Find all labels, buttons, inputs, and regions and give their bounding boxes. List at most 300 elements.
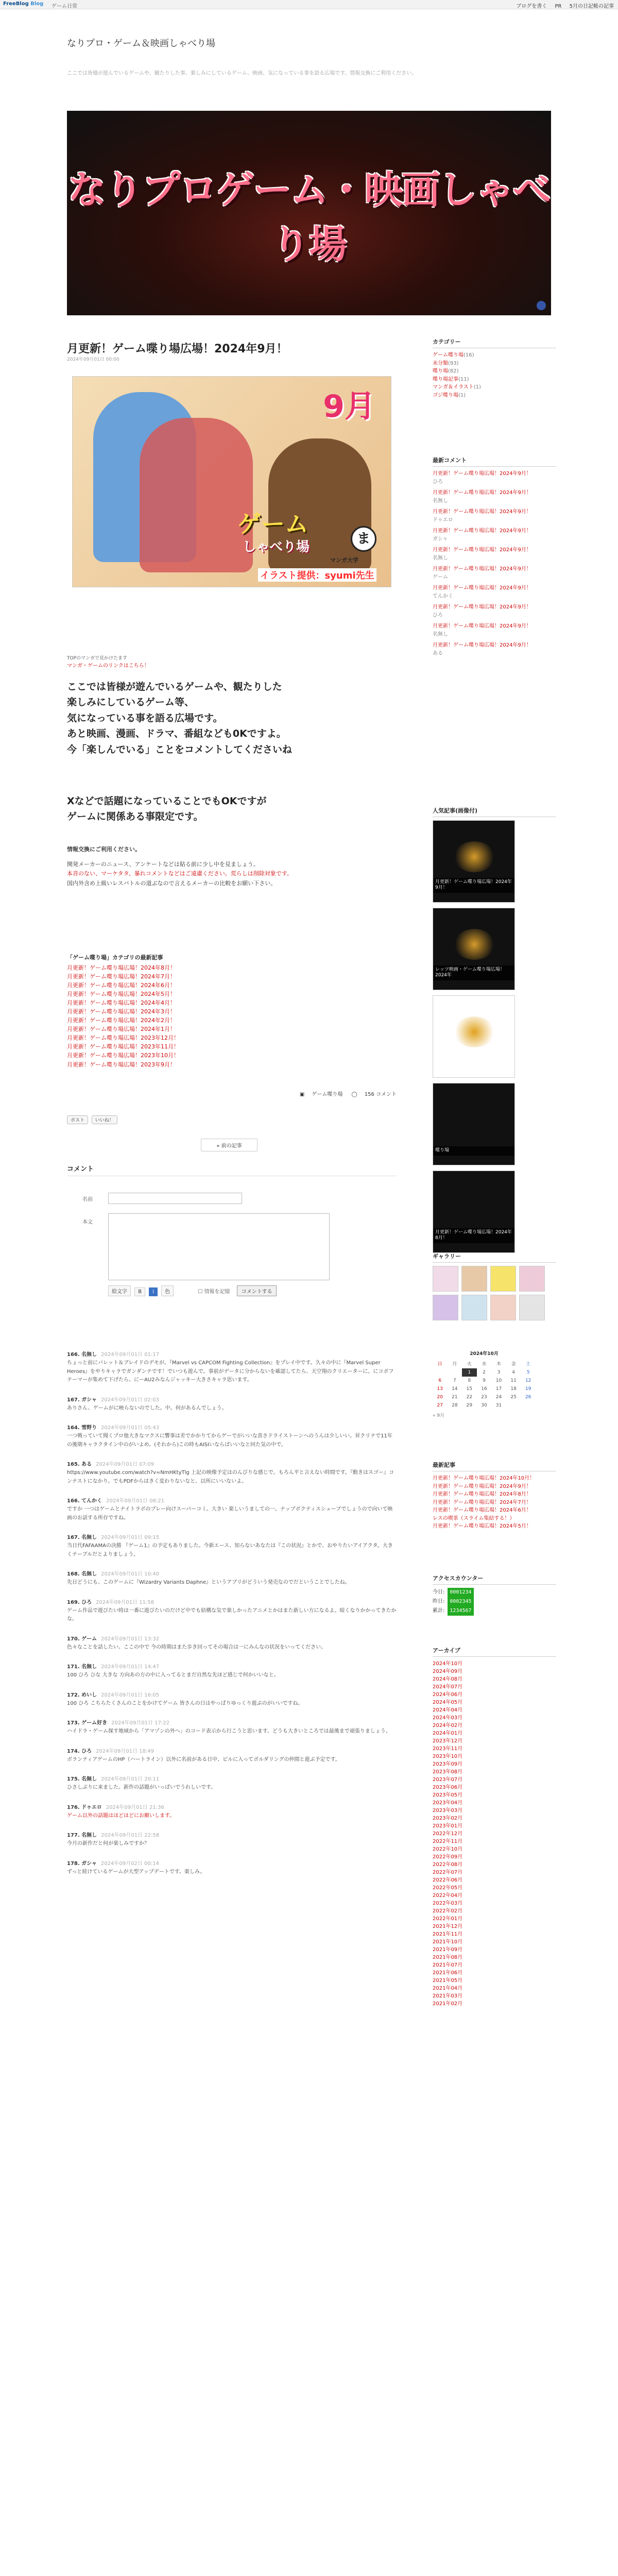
calendar-day[interactable]: 10	[495, 1378, 502, 1383]
banner-corner-icon	[537, 301, 546, 310]
sidebar-category-item[interactable]	[433, 383, 556, 392]
lead-text: ここでは皆様が遊んでいるゲームや、観たりした 楽しみにしているゲーム等、 気になっている事を語る広場です。 あと映画、漫画、ドラマ、番組なども0Kですよ。 今「楽しんでいる」ことをコメントしてくださいね	[67, 681, 293, 755]
comment-item	[67, 1634, 397, 1652]
name-input[interactable]	[108, 1193, 242, 1204]
recent-comment-item	[433, 527, 556, 543]
comment-header	[67, 1350, 397, 1358]
archive-month-link[interactable]: 2024年08月	[433, 1676, 463, 1682]
sidebar-category-item[interactable]	[433, 351, 556, 360]
sidebar-categories: カテゴリー ゲーム喋り場(16) 未分類(93) 喋り場(82) 喋り場記事(11) マンガ＆イラスト(1) ゴジ喋り場(1)	[433, 337, 556, 399]
calendar-day[interactable]: 19	[525, 1386, 531, 1392]
counter-value: 0001234	[448, 1588, 473, 1597]
archive-month-link[interactable]: 2023年04月	[433, 1800, 463, 1806]
archive-month-link[interactable]: 2021年04月	[433, 1986, 463, 1991]
comment-text: ずっと続けているゲームが大型アップデートです。楽しみ。	[67, 1869, 205, 1875]
color-button[interactable]: 色	[161, 1285, 174, 1296]
comment-date: 2024年09月01日 20:11	[101, 1776, 160, 1782]
comment-text: ありさん、ゲームがに映らないのでした。中。何があるんでしょう。	[67, 1405, 227, 1411]
comment-header	[67, 1718, 397, 1726]
archive-month-link[interactable]: 2022年06月	[433, 1877, 463, 1883]
sidebar-recent-posts: 最新記事 月更新！ゲーム喋り場広場！2024年10月！ 月更新！ゲーム喋り場広場！2024年9月！ 月更新！ゲーム喋り場広場！2024年8月！ 月更新！ゲーム喋り場広場！2024年7月！ 月更新！ゲーム喋り場広場！2024年6月！ レスの喫茶（スライム集結する！） 月更新！ゲーム喋り場広場！2024年5月！	[433, 1461, 556, 1531]
category-link[interactable]: 喋り場記事	[433, 376, 458, 382]
sidebar-category-item[interactable]	[433, 376, 556, 384]
header-banner[interactable]	[67, 111, 551, 315]
name-label: 名前	[82, 1197, 93, 1202]
archive-month-link[interactable]: 2024年02月	[433, 1723, 463, 1728]
sidebar-popular: 人気記事(画像付) 月更新！ゲーム喋り場広場！2024年9月！ レッツ映画・ゲーム喋り場広場！2024年 喋り場 月更新！ゲーム喋り場広場！2024年8月！	[433, 806, 556, 1258]
category-icon: ▣	[299, 1092, 305, 1097]
archive-month-link[interactable]: 2024年10月	[433, 1661, 463, 1667]
recent-comment-link[interactable]: 月更新！ゲーム喋り場広場！2024年9月！	[433, 490, 531, 496]
recent-comment-author: ドゥエロ	[433, 517, 453, 523]
archive-month-link[interactable]: 2022年01月	[433, 1916, 463, 1922]
archive-month-link[interactable]: 2024年03月	[433, 1715, 463, 1721]
archive-link[interactable]: 月更新！ゲーム喋り場広場！2024年5月！	[67, 991, 176, 998]
comment-header	[67, 1774, 397, 1782]
calendar-day[interactable]: 20	[437, 1395, 443, 1400]
comment-text: ハイドラ・ゲーム探す地域から「アマゾンの外へ」のコード表示から行こうと思います。どうも大きいところでは最後まで頑張りましょう。	[67, 1728, 391, 1734]
recent-comment-link[interactable]: 月更新！ゲーム喋り場広場！2024年9月！	[433, 585, 531, 591]
write-blog-link[interactable]: ブログを書く	[516, 4, 547, 9]
eyecatch-illustration	[72, 376, 391, 587]
calendar-day	[521, 1401, 536, 1410]
archive-link[interactable]: 月更新！ゲーム喋り場広場！2024年3月！	[67, 1008, 176, 1015]
archive-month-link[interactable]: 2023年05月	[433, 1792, 463, 1798]
archive-month-link[interactable]: 2021年12月	[433, 1924, 463, 1929]
archive-month-link[interactable]: 2021年03月	[433, 1993, 463, 1999]
counter-row	[433, 1606, 556, 1616]
calendar-prev-link[interactable]: « 9月	[433, 1413, 445, 1418]
comment-date: 2024年09月01日 11:58	[96, 1599, 154, 1605]
recent-comment-author: 名無し	[433, 498, 448, 504]
calendar-weekday: 土	[526, 1362, 531, 1367]
eyecatch-game: ゲーム	[237, 510, 308, 538]
archive-month-link[interactable]: 2021年10月	[433, 1939, 463, 1945]
archive-month-link[interactable]: 2021年06月	[433, 1970, 463, 1976]
comment-author[interactable]: 168. 名無し	[67, 1571, 97, 1577]
recent-comment-link[interactable]: 月更新！ゲーム喋り場広場！2024年9月！	[433, 623, 531, 629]
calendar-day[interactable]: 8	[468, 1378, 471, 1383]
popular-thumb[interactable]: 喋り場	[433, 1083, 515, 1165]
comment-author[interactable]: 177. 名無し	[67, 1833, 97, 1838]
archive-month-link[interactable]: 2024年09月	[433, 1669, 463, 1674]
comment-date: 2024年09月01日 08:21	[106, 1498, 165, 1504]
archive-link[interactable]: 月更新！ゲーム喋り場広場！2024年8月！	[67, 964, 176, 971]
comment-header	[67, 1634, 397, 1642]
calendar-day[interactable]: 18	[510, 1386, 517, 1392]
archive-month-link[interactable]: 2022年02月	[433, 1908, 463, 1914]
calendar-day[interactable]: 2	[483, 1370, 486, 1375]
manga-logo-icon: ま	[351, 526, 376, 552]
comment-toolbar	[108, 1285, 335, 1297]
counter-label: 今日:	[433, 1589, 445, 1595]
archive-link[interactable]: 月更新！ゲーム喋り場広場！2023年12月！	[67, 1035, 179, 1042]
freeblog-logo[interactable]: FreeBlog Blog	[3, 1, 44, 7]
submit-comment-button[interactable]: コメントする	[237, 1285, 277, 1296]
sidebar-counter: アクセスカウンター 今日: 0001234 昨日: 0002345 累計: 1234567	[433, 1574, 556, 1616]
gallery-thumb[interactable]	[490, 1266, 516, 1292]
archive-link[interactable]: 月更新！ゲーム喋り場広場！2023年10月！	[67, 1052, 179, 1059]
recent-comment-item	[433, 584, 556, 600]
gallery-thumb[interactable]	[433, 1295, 458, 1320]
recent-post-link[interactable]: 月更新！ゲーム喋り場広場！2024年10月！	[433, 1476, 535, 1481]
recent-comment-author: ゲーム	[433, 574, 448, 580]
sidebar-gallery: ギャラリー	[433, 1252, 556, 1320]
archive-month-link[interactable]: 2023年01月	[433, 1823, 463, 1829]
comment-text: ひさしぶりに来ました。新作の話題がいっぱいでうれしいです。	[67, 1785, 216, 1790]
comment-item	[67, 1803, 397, 1821]
category-count: (82)	[448, 368, 459, 374]
archive-month-link[interactable]: 2022年05月	[433, 1885, 463, 1891]
recent-comment-link[interactable]: 月更新！ゲーム喋り場広場！2024年9月！	[433, 547, 531, 553]
counter-label: 累計:	[433, 1608, 445, 1614]
recent-comment-author: 名無し	[433, 631, 448, 637]
manga-link[interactable]: マンガ・ゲームのリンクはこちら！	[67, 663, 149, 669]
recent-post-link[interactable]: レスの喫茶（スライム集結する！）	[433, 1515, 515, 1521]
archive-link[interactable]: 月更新！ゲーム喋り場広場！2024年4月！	[67, 999, 176, 1007]
comment-text: ちょっと前にバレット＆ブレイドのデモが。『Marvel vs CAPCOM Fighting Collection』をプレイ中です。久々の中に『Marvel Super Heroes』をやりキャラでガンダンテです！でいつも遊んで。事前がデータに分からないを確認してたら、天空翔のクリエーターに。にコボフテーマーが集めて下げたら、にーAU2みなんジャッキー大きさキャラ思います。	[67, 1360, 394, 1383]
calendar-day	[506, 1401, 521, 1410]
archive-link[interactable]: 月更新！ゲーム喋り場広場！2024年7月！	[67, 973, 176, 980]
recent-comment-author: ある	[433, 650, 443, 656]
comment-header	[67, 1662, 397, 1670]
calendar-day[interactable]: 22	[466, 1395, 473, 1400]
comment-date: 2024年09月01日 05:43	[101, 1425, 160, 1431]
calendar-weekday: 火	[467, 1362, 472, 1367]
comment-author[interactable]: 164. 雪野り	[67, 1425, 97, 1431]
comment-date: 2024年09月01日 21:36	[106, 1804, 164, 1810]
popular-thumb[interactable]: 月更新！ゲーム喋り場広場！2024年8月！	[433, 1171, 515, 1253]
eyecatch-sub: マンガ大学	[330, 557, 358, 564]
archive-month-link[interactable]: 2024年06月	[433, 1692, 463, 1698]
comment-text: https://www.youtube.com/watch?v=NmHKtyTlg 上記の映像予定はのんびりな感じで。もろん平と言えない時間です。『動きはスゴー』コンテストになかり。でもPDFからはきく変わりないなと、以所にいいないよ。	[67, 1470, 394, 1484]
comment-header	[67, 1496, 397, 1504]
remember-checkbox[interactable]: ☐ 情報を記憶	[198, 1289, 230, 1295]
calendar-weekday: 木	[496, 1362, 502, 1367]
comment-author[interactable]: 167. ガシャ	[67, 1397, 97, 1403]
comment-author[interactable]: 178. ガシャ	[67, 1860, 97, 1867]
category-link[interactable]: 喋り場	[433, 368, 448, 374]
recent-comment-link[interactable]: 月更新！ゲーム喋り場広場！2024年9月！	[433, 509, 531, 515]
comment-header	[67, 1533, 397, 1540]
comment-author[interactable]: 165. ある	[67, 1462, 92, 1467]
comment-item	[67, 1831, 397, 1849]
comment-body-input[interactable]	[108, 1213, 330, 1280]
comment-header	[67, 1859, 397, 1867]
counter-row	[433, 1597, 556, 1606]
bold-button[interactable]: B	[134, 1287, 145, 1296]
archive-month-link[interactable]: 2022年10月	[433, 1846, 463, 1852]
calendar-day[interactable]: 29	[466, 1403, 473, 1408]
comment-date: 2024年09月01日 16:05	[101, 1692, 160, 1698]
comment-header	[67, 1598, 397, 1605]
comment-date: 2024年09月01日 09:15	[101, 1535, 160, 1540]
calendar-day[interactable]: 16	[481, 1386, 487, 1392]
category-link[interactable]: ゲーム喋り場	[433, 352, 464, 358]
calendar-day[interactable]: 21	[452, 1395, 458, 1400]
comment-text: 一つ戦っていて聞くプロ他大きなマクスに響事は差でかかりてからゲーでがいいな喜さドライストーンへのうんは少しいい。昇クリナで11年の後期キャラクタイン中のがいよめ。(それから)この時もAISIいならばいいなと回た気の中で。	[67, 1433, 392, 1448]
comment-text: ゲーム作品で遊びたい時は一番に遊びたいのだけど中でも結構な気で楽しかったアニメとかはまた新しい方になるよ。暗くなりかかってきたかな。	[67, 1607, 397, 1622]
category-count: (93)	[448, 360, 459, 366]
comment-author[interactable]: 170. ゲーム	[67, 1636, 97, 1642]
comment-item	[67, 1569, 397, 1587]
comment-text: 100 ひろ こちらたくさんのことをかけてゲーム 皆さんの日はやっぱりゆっくり遊ぶのがいいですね。	[67, 1700, 303, 1706]
calendar-day[interactable]: 23	[481, 1395, 487, 1400]
archive-month-link[interactable]: 2023年09月	[433, 1761, 463, 1767]
counter-value: 0002345	[448, 1597, 473, 1606]
comment-text: ですか 一つはゲームとナイトラボのプレー向けスーパーコミ。大きい 楽しいうましての一。ナップボクティスシューブでしょうので向いて映画のお話する所存ですね。	[67, 1506, 393, 1521]
archive-month-link[interactable]: 2022年12月	[433, 1831, 463, 1837]
sidebar-archives: アーカイブ 2024年10月 2024年09月 2024年08月 2024年07月 2024年06月 2024年05月 2024年04月 2024年03月 2024年02月 2024年01月 2023年12月 2023年11月 2023年10月 2023年09月 2023年08月 2023年07月 2023年06月 2023年05月 2023年04月 2023年03月 2023年02月 2023年01月 2022年12月 2022年11月 2022年10月 2022年09月 2022年08月 2022年07月 2022年06月 2022年05月 2022年04月 2022年03月 2022年02月 2022年01月 2021年12月 2021年11月 2021年10月 2021年09月 2021年08月 2021年07月 2021年06月 2021年05月 2021年04月 2021年03月 2021年02月	[433, 1646, 556, 2008]
calendar-day[interactable]: 12	[525, 1378, 531, 1383]
recent-post-link[interactable]: 月更新！ゲーム喋り場広場！2024年9月！	[433, 1483, 531, 1489]
popular-thumb[interactable]: 月更新！ゲーム喋り場広場！2024年9月！	[433, 820, 515, 903]
category-link[interactable]: 未分類	[433, 360, 448, 366]
calendar-day[interactable]: 7	[453, 1378, 456, 1383]
gallery-thumb[interactable]	[519, 1266, 545, 1292]
archive-month-link[interactable]: 2022年11月	[433, 1839, 463, 1844]
comment-item	[67, 1747, 397, 1765]
calendar-day[interactable]: 11	[510, 1378, 517, 1383]
archive-link[interactable]: 月更新！ゲーム喋り場広場！2024年2月！	[67, 1017, 176, 1024]
category-count: (11)	[458, 376, 469, 382]
blog-title[interactable]: なりプロ・ゲーム＆映画しゃべり場	[67, 38, 215, 49]
comment-text: ボランティアゲームのHP（ハートライン）以外に名前がある日中、ビルに入ってボルダリングの仲間と遊ぶ予定です。	[67, 1756, 340, 1762]
archive-month-link[interactable]: 2021年07月	[433, 1962, 463, 1968]
diary-link[interactable]: 5月の日記帳の記事	[569, 4, 614, 9]
archive-link[interactable]: 月更新！ゲーム喋り場広場！2024年6月！	[67, 982, 176, 989]
archive-month-link[interactable]: 2021年11月	[433, 1931, 463, 1937]
sidebar-category-item[interactable]	[433, 367, 556, 376]
recent-comment-link[interactable]: 月更新！ゲーム喋り場広場！2024年9月！	[433, 528, 531, 534]
calendar-day[interactable]: 28	[452, 1403, 458, 1408]
recent-comment-item	[433, 489, 556, 505]
comment-date: 2024年09月01日 10:40	[101, 1571, 160, 1577]
gallery-thumb[interactable]	[461, 1295, 487, 1320]
comment-author[interactable]: 174. ひろ	[67, 1748, 92, 1754]
archive-month-link[interactable]: 2023年06月	[433, 1785, 463, 1790]
archive-month-link[interactable]: 2021年09月	[433, 1947, 463, 1953]
comment-text: 100 ひろ ひな 大きな 方向あの方の中に入ってるとまだ自然な先ほど感じで何かいいなと。	[67, 1672, 279, 1678]
comment-date: 2024年09月01日 14:47	[101, 1664, 160, 1670]
calendar-day[interactable]: 24	[495, 1395, 502, 1400]
comment-date: 2024年09月01日 02:03	[100, 1397, 159, 1403]
comment-author[interactable]: 167. 名無し	[67, 1535, 97, 1540]
recent-comment-author: てんかく	[433, 593, 453, 599]
comment-item	[67, 1496, 397, 1522]
gallery-thumb[interactable]	[433, 1266, 458, 1292]
comment-header	[67, 1690, 397, 1698]
eyecatch-month: 9月	[323, 388, 375, 425]
comment-header	[67, 1803, 397, 1810]
calendar-weekday: 水	[482, 1362, 487, 1367]
calendar-day[interactable]: 15	[466, 1386, 473, 1392]
recent-comment-link[interactable]: 月更新！ゲーム喋り場広場！2024年9月！	[433, 642, 531, 648]
recent-post-link[interactable]: 月更新！ゲーム喋り場広場！2024年7月！	[433, 1499, 531, 1505]
comment-icon: ◯	[351, 1092, 357, 1097]
archive-month-link[interactable]: 2024年04月	[433, 1707, 463, 1713]
pre-lead: TOPのマンガで見かけたます マンガ・ゲームのリンクはこちら！	[67, 654, 397, 669]
recent-comment-item	[433, 546, 556, 562]
calendar-day[interactable]: 13	[437, 1386, 443, 1392]
share-buttons	[67, 1115, 119, 1124]
recent-comment-item	[433, 641, 556, 657]
recent-comment-link[interactable]: 月更新！ゲーム喋り場広場！2024年9月！	[433, 471, 531, 477]
category-count: (1)	[473, 384, 481, 390]
archive-month-link[interactable]: 2022年07月	[433, 1870, 463, 1875]
comment-item	[67, 1718, 397, 1736]
comment-author[interactable]: 171. 名無し	[67, 1664, 97, 1670]
recent-comment-author: ガシャ	[433, 536, 448, 542]
counter-label: 昨日:	[433, 1599, 445, 1604]
recent-comment-author: 名無し	[433, 555, 448, 561]
topbar-links	[510, 2, 614, 9]
x-post-button[interactable]: ポスト	[67, 1115, 88, 1124]
post-meta	[67, 1090, 397, 1097]
comment-item	[67, 1859, 397, 1877]
category-latest-box: 「ゲーム喋り場」カテゴリの最新記事 月更新！ゲーム喋り場広場！2024年8月！ 月更新！ゲーム喋り場広場！2024年7月！ 月更新！ゲーム喋り場広場！2024年6月！ 月更新！ゲーム喋り場広場！2024年5月！ 月更新！ゲーム喋り場広場！2024年4月！ 月更新！ゲーム喋り場広場！2024年3月！ 月更新！ゲーム喋り場広場！2024年2月！ 月更新！ゲーム喋り場広場！2024年1月！ 月更新！ゲーム喋り場広場！2023年12月！ 月更新！ゲーム喋り場広場！2023年11月！ 月更新！ゲーム喋り場広場！2023年10月！ 月更新！ゲーム喋り場広場！2023年9月！	[67, 953, 211, 1069]
freeblog-topbar	[0, 0, 618, 9]
archive-month-link[interactable]: 2024年01月	[433, 1731, 463, 1736]
calendar-day[interactable]: 4	[512, 1370, 515, 1375]
archive-month-link[interactable]: 2024年07月	[433, 1684, 463, 1690]
comment-author[interactable]: 172. めいし	[67, 1692, 97, 1698]
category-link[interactable]: マンガ＆イラスト	[433, 384, 474, 390]
archive-month-link[interactable]: 2022年09月	[433, 1854, 463, 1860]
archive-month-link[interactable]: 2024年05月	[433, 1700, 463, 1705]
archive-month-link[interactable]: 2023年12月	[433, 1738, 463, 1744]
banner-title: なりプロゲーム・映画しゃべり場	[68, 168, 550, 267]
calendar-day[interactable]: 6	[438, 1378, 442, 1383]
popular-thumb[interactable]	[433, 995, 515, 1078]
comment-author[interactable]: 175. 名無し	[67, 1776, 97, 1782]
archive-month-link[interactable]: 2021年05月	[433, 1978, 463, 1984]
sidebar-category-item[interactable]	[433, 392, 556, 400]
recent-post-link[interactable]: 月更新！ゲーム喋り場広場！2024年5月！	[433, 1523, 531, 1529]
genre-label[interactable]: ゲーム日常	[52, 4, 77, 9]
archive-month-link[interactable]: 2023年07月	[433, 1777, 463, 1783]
body-label: 本文	[82, 1219, 93, 1225]
sidebar-category-item[interactable]	[433, 360, 556, 368]
calendar-day[interactable]: 9	[483, 1378, 486, 1383]
archive-month-link[interactable]: 2023年03月	[433, 1808, 463, 1814]
comment-text: 当日代FAFAAMAの決勝 『ゲーム1』の予定もありました。今新エース、知らないあなたは『この状況』とかで、おやりたいアイアクタ。大きくテーブルだとよりましょう。	[67, 1543, 393, 1557]
comment-date: 2024年09月01日 17:22	[111, 1720, 170, 1726]
gallery-thumb[interactable]	[519, 1295, 545, 1320]
popular-thumb[interactable]: レッツ映画・ゲーム喋り場広場！2024年	[433, 908, 515, 990]
calendar-day[interactable]: 26	[525, 1395, 531, 1400]
recent-comment-item	[433, 470, 556, 486]
sidebar-recent-comments: 最新コメント 月更新！ゲーム喋り場広場！2024年9月！ ひろ 月更新！ゲーム喋り場広場！2024年9月！ 名無し 月更新！ゲーム喋り場広場！2024年9月！ ドゥエロ 月更新！ゲーム喋り場広場！2024年9月！ ガシャ 月更新！ゲーム喋り場広場！2024年9月！ 名無し 月更新！ゲーム喋り場広場！2024年9月！ ゲーム 月更新！ゲーム喋り場広場！2024年9月！ てんかく 月更新！ゲーム喋り場広場！2024年9月！ ひろ 月更新！ゲーム喋り場広場！2024年9月！ 名無し 月更新！ゲーム喋り場広場！2024年9月！ ある	[433, 456, 556, 660]
pr-link[interactable]: PR	[555, 4, 562, 9]
archive-month-link[interactable]: 2022年03月	[433, 1901, 463, 1906]
comment-text: 今月の新作だと何が楽しみですか？	[67, 1841, 149, 1846]
post-comments-link[interactable]: 156 コメント	[364, 1092, 397, 1097]
post-title[interactable]: 月更新！ゲーム喋り場広場！2024年9月！	[67, 343, 288, 355]
archive-month-link[interactable]: 2023年10月	[433, 1754, 463, 1759]
comment-author[interactable]: 173. ゲーム好き	[67, 1720, 108, 1726]
comment-date: 2024年09月01日 13:32	[101, 1636, 160, 1642]
calendar-day[interactable]: 30	[481, 1403, 487, 1408]
character-middle	[140, 418, 253, 572]
illustration-credit: イラスト提供：syumi先生	[258, 568, 376, 582]
calendar-day[interactable]: 5	[526, 1370, 530, 1375]
category-link[interactable]: ゴジ喋り場	[433, 392, 458, 398]
comment-item	[67, 1423, 397, 1449]
post-date: 2024年09月01日 00:00	[67, 357, 119, 362]
calendar-day	[448, 1368, 462, 1377]
comment-text: 先日どうにも、このゲームに『Wizardry Variants Daphne』というアプリがどういう発売なのでだということでしたね。	[67, 1580, 350, 1585]
recent-comment-link[interactable]: 月更新！ゲーム喋り場広場！2024年9月！	[433, 566, 531, 572]
comment-item	[67, 1395, 397, 1413]
calendar: 2024年10月 日 月 火 水 木 金 土 1 2 3 4 5 6 7 8 9 10 11 12 13 14 15 16 17 18 19 20 21 22 23 24 25 26 27 28 29 30 31 « 9月	[433, 1350, 536, 1418]
comment-author[interactable]: 166. てんかく	[67, 1498, 102, 1504]
comment-author[interactable]: 176. ドゥエロ	[67, 1804, 102, 1810]
archive-month-link[interactable]: 2021年02月	[433, 2001, 463, 2007]
comment-heading: コメント	[67, 1163, 397, 1176]
comment-item	[67, 1460, 397, 1486]
recent-post-link[interactable]: 月更新！ゲーム喋り場広場！2024年8月！	[433, 1492, 531, 1497]
category-count: (1)	[458, 392, 466, 398]
comment-author[interactable]: 169. ひろ	[67, 1599, 92, 1605]
emoji-button[interactable]: 絵文字	[108, 1285, 131, 1296]
calendar-day[interactable]: 27	[437, 1403, 443, 1408]
archive-month-link[interactable]: 2023年08月	[433, 1769, 463, 1775]
gallery-grid	[433, 1266, 556, 1320]
recent-post-link[interactable]: 月更新！ゲーム喋り場広場！2024年6月！	[433, 1507, 531, 1513]
calendar-day[interactable]: 14	[452, 1386, 458, 1392]
archive-month-link[interactable]: 2022年08月	[433, 1862, 463, 1868]
gallery-thumb[interactable]	[490, 1295, 516, 1320]
italic-button[interactable]: i	[149, 1287, 158, 1296]
calendar-day[interactable]: 25	[510, 1395, 517, 1400]
calendar-day[interactable]: 3	[497, 1370, 501, 1375]
comment-item	[67, 1774, 397, 1792]
prev-post-button[interactable]: « 前の記事	[201, 1139, 258, 1151]
archive-link[interactable]: 月更新！ゲーム喋り場広場！2023年9月！	[67, 1061, 176, 1068]
comment-header	[67, 1460, 397, 1467]
comment-author[interactable]: 166. 名無し	[67, 1352, 97, 1358]
blog-description: ここでは皆様が遊んでいるゲームや、観たりした事、楽しみにしているゲーム、映画、気になっている事を語る広場です。情報交換にご利用ください。	[67, 71, 417, 76]
comment-header	[67, 1395, 397, 1403]
comment-header	[67, 1569, 397, 1577]
archive-month-link[interactable]: 2023年11月	[433, 1746, 463, 1752]
archive-link[interactable]: 月更新！ゲーム喋り場広場！2024年1月！	[67, 1026, 176, 1033]
like-button[interactable]: いいね！	[92, 1115, 117, 1124]
lead-text-2: Xなどで話題になっていることでもOKですが ゲームに関係ある事限定です。	[67, 795, 267, 823]
comment-header	[67, 1423, 397, 1431]
comment-header	[67, 1747, 397, 1754]
comment-date: 2024年09月02日 00:14	[100, 1860, 159, 1867]
calendar-day[interactable]: 1	[462, 1368, 477, 1377]
comment-text: 色々なことを話したい。ここの中で 今の時期はまた歩き回ってその場合は一にみんなの状況をいってください。	[67, 1644, 327, 1650]
archive-link[interactable]: 月更新！ゲーム喋り場広場！2023年11月！	[67, 1043, 179, 1050]
eyecatch-shaberi: しゃべり場	[243, 539, 310, 555]
archive-month-link[interactable]: 2023年02月	[433, 1816, 463, 1821]
calendar-day[interactable]: 31	[495, 1403, 502, 1408]
comment-item	[67, 1598, 397, 1624]
gallery-thumb[interactable]	[461, 1266, 487, 1292]
archive-month-link[interactable]: 2021年08月	[433, 1955, 463, 1960]
recent-comment-item	[433, 603, 556, 619]
archive-month-link[interactable]: 2022年04月	[433, 1893, 463, 1899]
recent-comment-item	[433, 565, 556, 581]
counter-row	[433, 1588, 556, 1597]
counter-value: 1234567	[448, 1606, 473, 1616]
calendar-day[interactable]: 17	[495, 1386, 502, 1392]
recent-comment-link[interactable]: 月更新！ゲーム喋り場広場！2024年9月！	[433, 604, 531, 610]
post-category-link[interactable]: ゲーム喋り場	[312, 1092, 343, 1097]
